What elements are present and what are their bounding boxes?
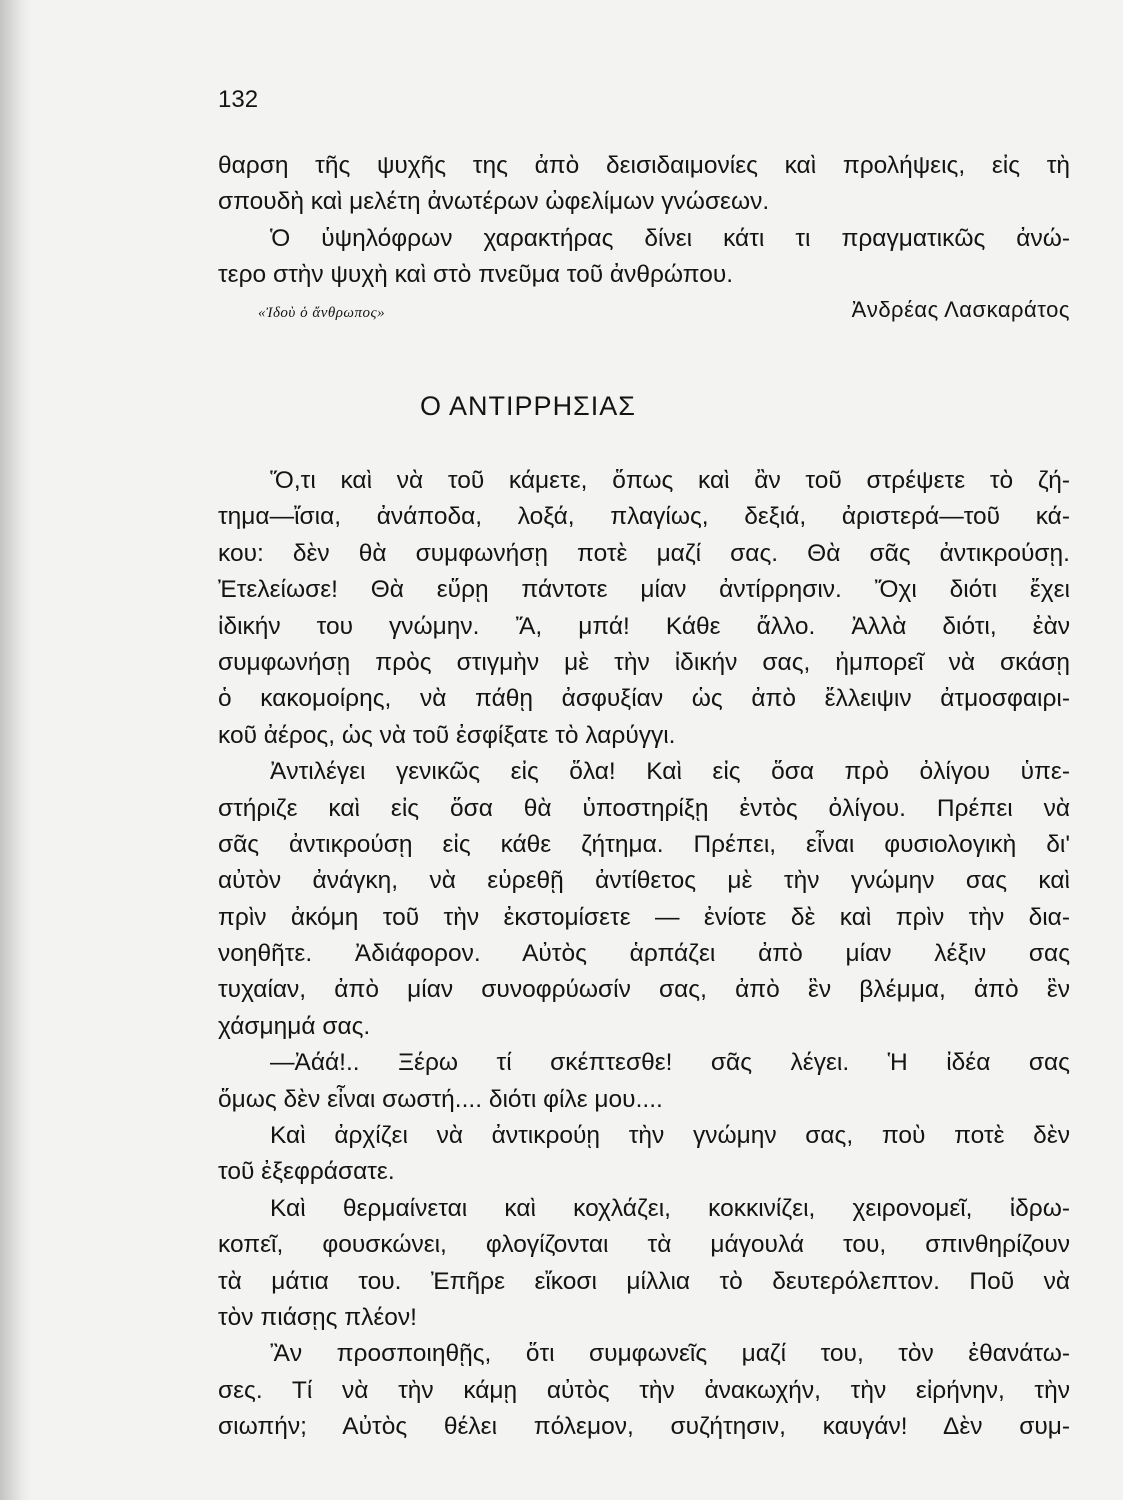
text-line: Ἐτελείωσε! Θὰ εὕρῃ πάντοτε μίαν ἀντίρρησιν. Ὄχι διότι ἔχει — [218, 576, 1070, 604]
text-line: θαρση τῆς ψυχῆς της ἀπὸ δεισιδαιμονίες καὶ προλήψεις, εἰς τὴ — [218, 152, 1070, 179]
source-title: «Ἰδοὺ ὁ ἄνθρωπος» — [258, 305, 386, 321]
text-line: σες. Τί νὰ τὴν κάμῃ αὐτὸς τὴν ἀνακωχήν, τὴν εἰρήνην, τὴν — [218, 1376, 1070, 1404]
page-gutter-shadow — [0, 0, 32, 1500]
text-line: —Ἀάά!.. Ξέρω τί σκέπτεσθε! σᾶς λέγει. Ἡ ἰδέα σας — [270, 1049, 1070, 1077]
text-line: τυχαίαν, ἀπὸ μίαν συνοφρύωσίν σας, ἀπὸ ἓν βλέμμα, ἀπὸ ἓν — [218, 976, 1070, 1004]
intro-paragraphs — [218, 148, 1070, 294]
text-line: ὅμως δὲν εἶναι σωστή.... διότι φίλε μου.... — [218, 1085, 663, 1113]
text-line: τὰ μάτια του. Ἐπῆρε εἴκοσι μίλλια τὸ δευτερόλεπτον. Ποῦ νὰ — [218, 1267, 1070, 1295]
text-line: Ὅ,τι καὶ νὰ τοῦ κάμετε, ὅπως καὶ ἂν τοῦ στρέψετε τὸ ζή- — [270, 467, 1070, 494]
text-line: σιωπήν; Αὐτὸς θέλει πόλεμον, συζήτησιν, καυγάν! Δὲν συμ- — [218, 1413, 1070, 1441]
text-line: νοηθῆτε. Ἀδιάφορον. Αὐτὸς ἁρπάζει ἀπὸ μίαν λέξιν σας — [218, 940, 1070, 968]
chapter-body — [218, 463, 1070, 1446]
text-line: τημα—ἴσια, ἀνάποδα, λοξά, πλαγίως, δεξιά, ἀριστερά—τοῦ κά- — [218, 503, 1070, 531]
author-name: Ἀνδρέας Λασκαράτος — [851, 297, 1070, 322]
text-line: αὐτὸν ἀνάγκη, νὰ εὑρεθῇ ἀντίθετος μὲ τὴν γνώμην σας καὶ — [218, 867, 1070, 895]
text-line: Καὶ ἀρχίζει νὰ ἀντικρούῃ τὴν γνώμην σας, ποὺ ποτὲ δὲν — [270, 1122, 1070, 1150]
text-line: Ὁ ὑψηλόφρων χαρακτήρας δίνει κάτι τι πραγματικῶς ἀνώ- — [270, 224, 1070, 252]
text-line: στήριζε καὶ εἰς ὅσα θὰ ὑποστηρίξῃ ἐντὸς ὀλίγου. Πρέπει νὰ — [218, 794, 1070, 822]
text-line: σᾶς ἀντικρούσῃ εἰς κάθε ζήτημα. Πρέπει, εἶναι φυσιολογικὴ δι' — [218, 830, 1070, 858]
text-line: Καὶ θερμαίνεται καὶ κοχλάζει, κοκκινίζει, χειρονομεῖ, ἱδρω- — [270, 1194, 1070, 1222]
page-number: 132 — [218, 86, 259, 113]
chapter-title: Ο ΑΝΤΙΡΡΗΣΙΑΣ — [420, 391, 636, 421]
text-line: ὁ κακομοίρης, νὰ πάθῃ ἀσφυξίαν ὡς ἀπὸ ἔλλειψιν ἀτμοσφαιρι- — [218, 685, 1070, 713]
text-line: Ἂν προσποιηθῇς, ὅτι συμφωνεῖς μαζί του, τὸν ἐθανάτω- — [270, 1340, 1070, 1368]
text-line: ἰδικήν του γνώμην. Ἄ, μπά! Κάθε ἄλλο. Ἀλλὰ διότι, ἐὰν — [218, 612, 1070, 640]
text-line: τὸν πιάσῃς πλέον! — [218, 1303, 417, 1331]
text-line: τερο στὴν ψυχὴ καὶ στὸ πνεῦμα τοῦ ἀνθρώπου. — [218, 261, 734, 289]
text-line: Ἀντιλέγει γενικῶς εἰς ὅλα! Καὶ εἰς ὅσα πρὸ ὀλίγου ὑπε- — [270, 758, 1070, 786]
text-line: κοῦ ἀέρος, ὡς νὰ τοῦ ἐσφίξατε τὸ λαρύγγι. — [218, 721, 676, 749]
quote-attribution — [218, 297, 1070, 327]
text-line: τοῦ ἐξεφράσατε. — [218, 1158, 395, 1186]
text-line: σπουδὴ καὶ μελέτη ἀνωτέρων ὠφελίμων γνώσεων. — [218, 188, 770, 216]
text-line: κοπεῖ, φουσκώνει, φλογίζονται τὰ μάγουλά του, σπινθηρίζουν — [218, 1231, 1070, 1259]
text-line: συμφωνήσῃ πρὸς στιγμὴν μὲ τὴν ἰδικήν σας, ἠμπορεῖ νὰ σκάσῃ — [218, 648, 1070, 676]
text-line: χάσμημά σας. — [218, 1012, 371, 1040]
text-line: κου: δὲν θὰ συμφωνήσῃ ποτὲ μαζί σας. Θὰ σᾶς ἀντικρούσῃ. — [218, 539, 1070, 567]
text-line: πρὶν ἀκόμη τοῦ τὴν ἐκστομίσετε — ἐνίοτε δὲ καὶ πρὶν τὴν δια- — [218, 903, 1070, 931]
